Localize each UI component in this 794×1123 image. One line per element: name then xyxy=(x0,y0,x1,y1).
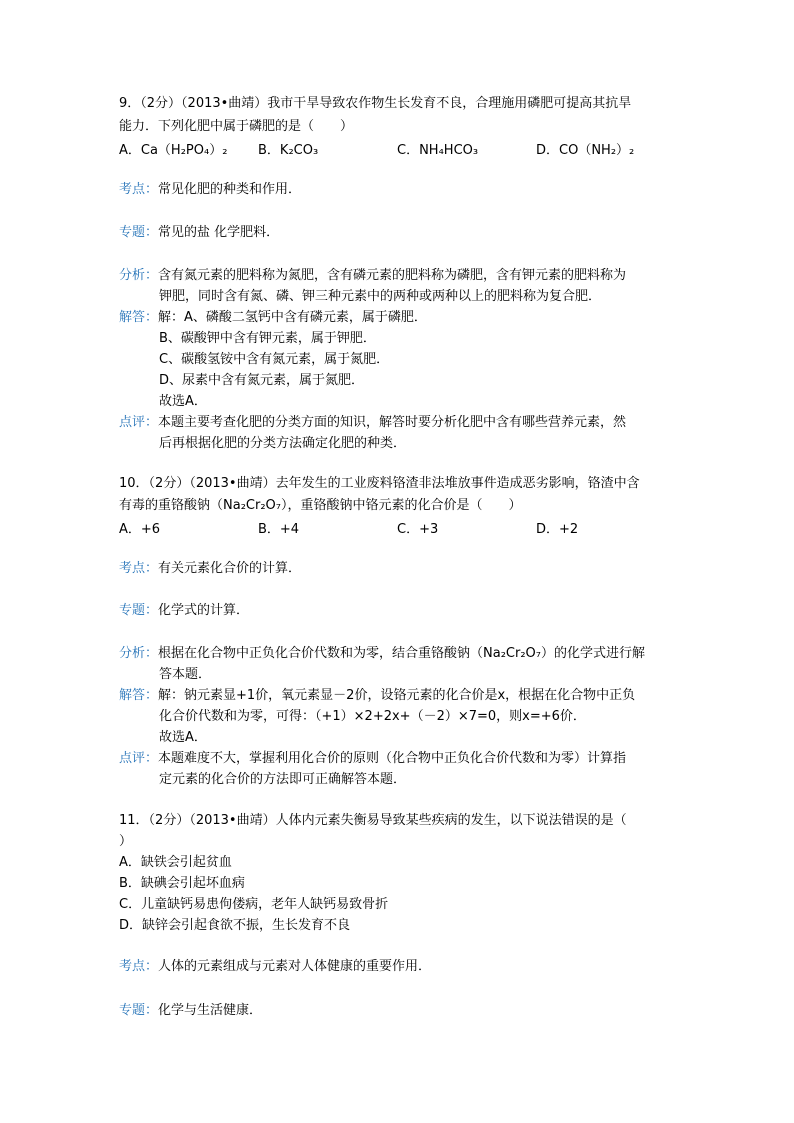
q9-jieda-line3: C、碳酸氢铵中含有氮元素，属于氮肥． xyxy=(159,352,390,367)
jieda-label: 解答： xyxy=(119,310,159,325)
zhuanti-label: 专题： xyxy=(119,1003,159,1018)
fenxi-label: 分析： xyxy=(119,268,159,283)
q10-dianping-line2: 定元素的化合价的方法即可正确解答本题． xyxy=(159,772,407,787)
q9-fenxi-line1: 含有氮元素的肥料称为氮肥，含有磷元素的肥料称为磷肥，含有钾元素的肥料称为 xyxy=(158,268,627,283)
q9-fenxi-row xyxy=(119,267,626,284)
q10-option-c: C．+3 xyxy=(397,522,439,537)
q9-jieda-line5: 故选A． xyxy=(159,394,207,409)
q10-zhuanti-row xyxy=(119,602,249,619)
zhuanti-label: 专题： xyxy=(119,225,159,240)
kaodian-label: 考点： xyxy=(119,959,159,974)
q10-jieda-line2: 化合价代数和为零，可得：（+1）×2+2x+（－2）×7=0，则x=+6价． xyxy=(159,709,586,724)
q10-option-a: A．+6 xyxy=(119,522,161,537)
q10-jieda-line1: 解：钠元素显+1价，氧元素显－2价，设铬元素的化合价是x，根据在化合物中正负 xyxy=(158,688,636,703)
q11-option-b: B．缺碘会引起坏血病 xyxy=(119,876,245,891)
q10-fenxi-line2: 答本题． xyxy=(159,667,212,682)
q9-option-a: A．Ca（H₂PO₄）₂ xyxy=(119,143,228,158)
q9-stem-line2: 能力．下列化肥中属于磷肥的是（ ） xyxy=(119,119,354,134)
q9-option-c: C．NH₄HCO₃ xyxy=(397,143,479,158)
q11-zhuanti-row xyxy=(119,1002,262,1019)
q10-kaodian-row xyxy=(119,560,301,577)
q10-dianping-row xyxy=(119,750,626,767)
kaodian-label: 考点： xyxy=(119,561,159,576)
q10-kaodian-text: 有关元素化合价的计算． xyxy=(158,561,302,576)
q9-kaodian-row xyxy=(119,181,301,198)
kaodian-label: 考点： xyxy=(119,182,159,197)
q9-dianping-line2: 后再根据化肥的分类方法确定化肥的种类． xyxy=(159,436,407,451)
q10-option-d: D．+2 xyxy=(536,522,579,537)
q9-jieda-line2: B、碳酸钾中含有钾元素，属于钾肥． xyxy=(159,331,376,346)
q11-option-d: D．缺锌会引起食欲不振，生长发育不良 xyxy=(119,918,351,933)
q11-option-c: C．儿童缺钙易患佝偻病，老年人缺钙易致骨折 xyxy=(119,897,389,912)
q9-dianping-row xyxy=(119,414,626,431)
q11-option-a: A．缺铁会引起贫血 xyxy=(119,855,232,870)
q9-dianping-line1: 本题主要考查化肥的分类方面的知识，解答时要分析化肥中含有哪些营养元素，然 xyxy=(158,415,627,430)
q10-jieda-line3: 故选A． xyxy=(159,730,207,745)
q11-zhuanti-text: 化学与生活健康． xyxy=(158,1003,263,1018)
q10-dianping-line1: 本题难度不大，掌握利用化合价的原则（化合物中正负化合价代数和为零）计算指 xyxy=(158,751,627,766)
q10-fenxi-row xyxy=(119,645,645,662)
q10-stem-line2: 有毒的重铬酸钠（Na₂Cr₂O₇），重铬酸钠中铬元素的化合价是（ ） xyxy=(119,498,522,513)
q9-kaodian-text: 常见化肥的种类和作用． xyxy=(158,182,302,197)
q10-zhuanti-text: 化学式的计算． xyxy=(158,603,250,618)
q9-option-d: D．CO（NH₂）₂ xyxy=(536,143,635,158)
q9-option-b: B．K₂CO₃ xyxy=(258,143,319,158)
dianping-label: 点评： xyxy=(119,415,159,430)
q9-fenxi-line2: 钾肥，同时含有氮、磷、钾三种元素中的两种或两种以上的肥料称为复合肥． xyxy=(159,289,602,304)
q11-stem-line2: ） xyxy=(119,834,133,849)
q10-jieda-row xyxy=(119,687,635,704)
q10-stem-line1: 10．（2分）（2013•曲靖）去年发生的工业废料铬渣非法堆放事件造成恶劣影响，铬渣中含 xyxy=(119,476,640,491)
jieda-label: 解答： xyxy=(119,688,159,703)
q10-fenxi-line1: 根据在化合物中正负化合价代数和为零，结合重铬酸钠（Na₂Cr₂O₇）的化学式进行解 xyxy=(158,646,645,661)
q9-zhuanti-row xyxy=(119,224,279,241)
q11-stem-line1: 11．（2分）（2013•曲靖）人体内元素失衡易导致某些疾病的发生，以下说法错误的是（ xyxy=(119,813,627,828)
q9-stem-line1: 9．（2分）（2013•曲靖）我市干旱导致农作物生长发育不良，合理施用磷肥可提高其抗旱 xyxy=(119,96,632,111)
fenxi-label: 分析： xyxy=(119,646,159,661)
q9-jieda-line4: D、尿素中含有氮元素，属于氮肥． xyxy=(159,373,365,388)
q9-jieda-line1: 解：A、磷酸二氢钙中含有磷元素，属于磷肥． xyxy=(158,310,427,325)
q9-jieda-row xyxy=(119,309,427,326)
q11-kaodian-text: 人体的元素组成与元素对人体健康的重要作用． xyxy=(158,959,432,974)
zhuanti-label: 专题： xyxy=(119,603,159,618)
q10-option-b: B．+4 xyxy=(258,522,300,537)
q9-zhuanti-text: 常见的盐 化学肥料． xyxy=(158,225,280,240)
q11-kaodian-row xyxy=(119,958,431,975)
dianping-label: 点评： xyxy=(119,751,159,766)
